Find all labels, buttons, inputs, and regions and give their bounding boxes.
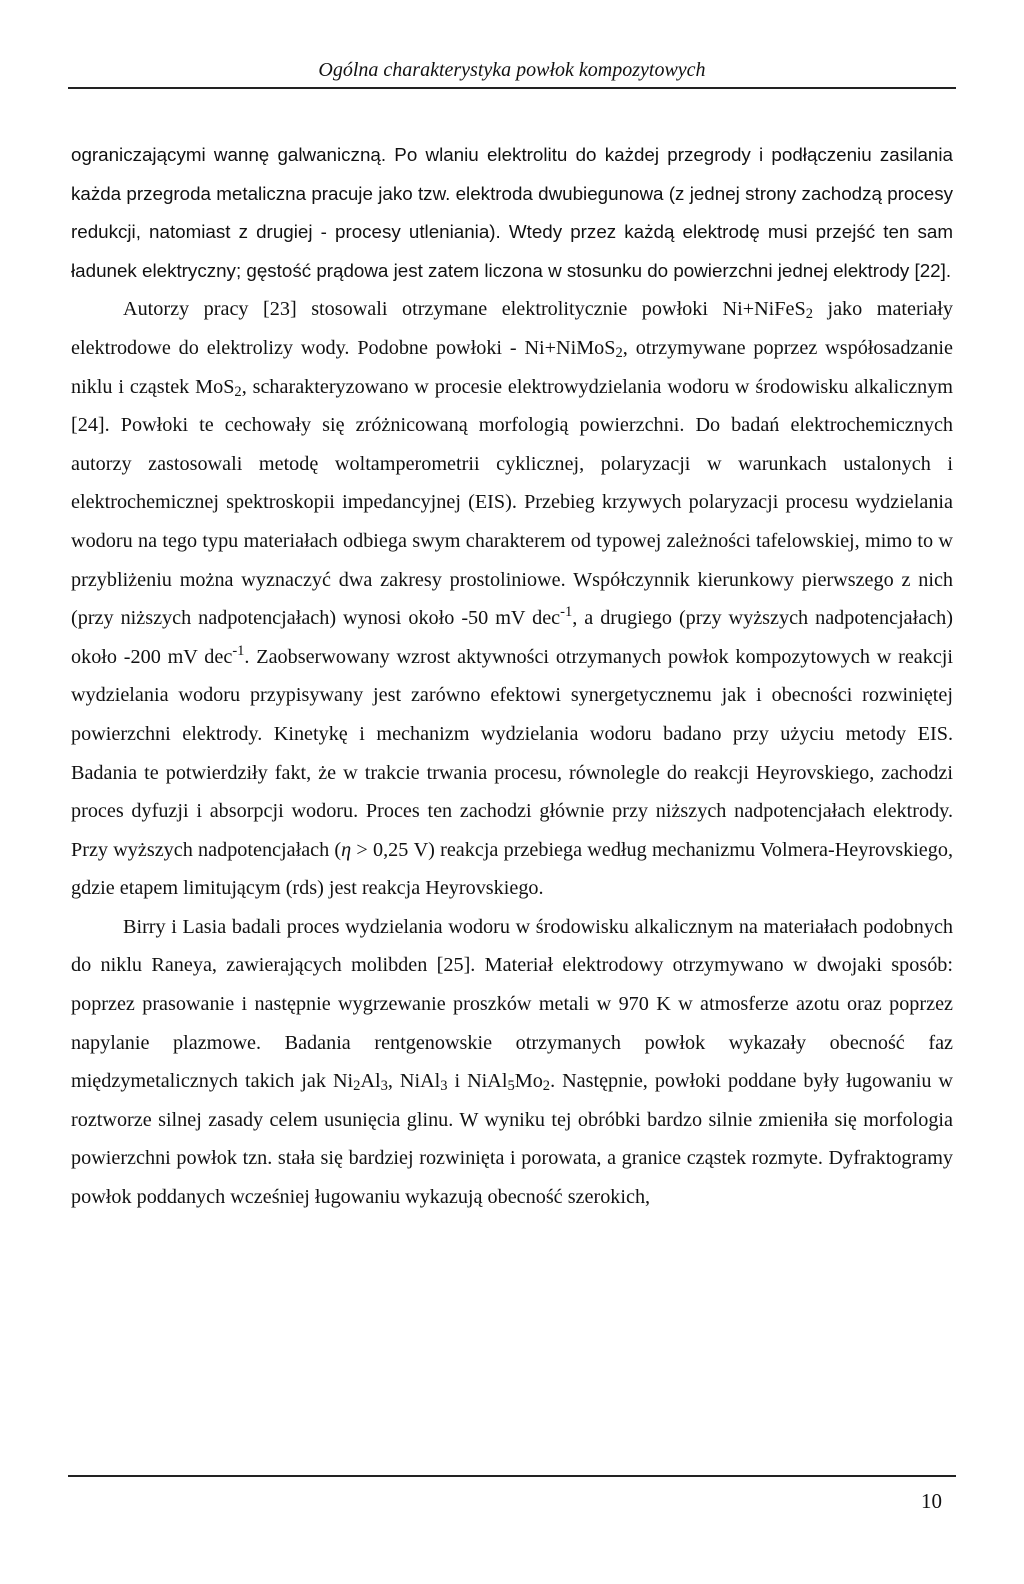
p3-subscript-3: 3 [440,1078,448,1095]
paragraph-1: ograniczającymi wannę galwaniczną. Po wlaniu elektrolitu do każdej przegrody i podłączeniu zasilania każda przegroda metaliczna pracuje jako tzw. elektroda dwubiegunowa (z jednej strony zachodzą procesy redukcji, natomiast z drugiej - procesy utleniania). Wtedy przez każdą elektrodę musi przejść ten sam ładunek elektryczny; gęstość prądowa jest zatem liczona w stosunku do powierzchni jednej elektrody [22]. [71,144,953,281]
p2-text-1: Autorzy pracy [23] stosowali otrzymane elektrolitycznie powłoki Ni+NiFeS [123,298,806,321]
p2-text-5: , a drugiego (przy wyższych nadpotencjałach) około -200 mV dec [71,607,953,668]
p3-subscript-1: 2 [353,1078,361,1095]
p2-superscript-1: -1 [560,604,573,621]
paragraph-3 [71,908,953,1217]
p2-text-7: > 0,25 V) reakcja przebiega według mechanizmu Volmera-Heyrovskiego, gdzie etapem limitującym (rds) jest reakcja Heyrovskiego. [71,838,953,900]
paragraph-2 [71,290,953,908]
p2-subscript-3: 2 [234,383,242,400]
p3-subscript-4: 5 [507,1078,515,1095]
header-rule [68,87,956,89]
p2-subscript-2: 2 [615,344,623,361]
p3-text-6: . Następnie, powłoki poddane były ługowaniu w roztworze silnej zasady celem usunięcia glinu. W wyniku tej obróbki bardzo silnie zmieniła się morfologia powierzchni powłok tzn. stała się bardziej rozwinięta i porowata, a granice cząstek rozmyte. Dyfraktogramy powłok poddanych wcześniej ługowaniu wykazują obecność szerokich, [71,1070,953,1209]
running-header: Ogólna charakterystyka powłok kompozytowych [318,59,706,81]
page-number: 10 [921,1489,942,1513]
footer-rule [68,1475,956,1477]
p2-text-4: , scharakteryzowano w procesie elektrowydzielania wodoru w środowisku alkalicznym [24]. Powłoki te cechowały się zróżnicowaną morfologią powierzchni. Do badań elektrochemicznych autorzy zastosowali metodę woltamperometrii cyklicznej, polaryzacji w warunkach ustalonych i elektrochemicznej spektroskopii impedancyjnej (EIS). Przebieg krzywych polaryzacji procesu wydzielania wodoru na tego typu materiałach odbiega swym charakterem od typowej zależności tafelowskiej, mimo to w przybliżeniu można wyznaczyć dwa zakresy prostoliniowe. Współczynnik kierunkowy pierwszego z nich (przy niższych nadpotencjałach) wynosi około -50 mV dec [71,375,953,630]
p3-subscript-2: 3 [380,1078,388,1095]
body-text [71,136,953,1217]
p2-text-2: jako materiały elektrodowe do elektrolizy wody. Podobne powłoki - Ni+NiMoS [71,298,953,359]
p2-subscript-1: 2 [805,306,813,323]
p3-text-4: i NiAl [447,1070,508,1093]
eta-symbol: η [341,838,352,861]
p3-text-3: , NiAl [387,1070,441,1093]
p2-text-6: . Zaobserwowany wzrost aktywności otrzymanych powłok kompozytowych w reakcji wydzielania wodoru przypisywany jest zarówno efektowi synergetycznemu jak i obecności rozwiniętej powierzchni elektrody. Kinetykę i mechanizm wydzielania wodoru badano przy użyciu metody EIS. Badania te potwierdziły fakt, że w trakcie trwania procesu, równolegle do reakcji Heyrovskiego, zachodzi proces dyfuzji i absorpcji wodoru. Proces ten zachodzi głównie przy niższych nadpotencjałach elektrody. Przy wyższych nadpotencjałach ( [71,645,954,861]
p3-text-5: Mo [514,1070,543,1093]
p2-text-3: , otrzymywane poprzez współosadzanie niklu i cząstek MoS [71,336,953,398]
p3-text-2: Al [360,1070,381,1093]
p3-text-1: Birry i Lasia badali proces wydzielania wodoru w środowisku alkalicznym na materiałach podobnych do niklu Raneya, zawierających molibden [25]. Materiał elektrodowy otrzymywano w dwojaki sposób: poprzez prasowanie i następnie wygrzewanie proszków metali w 970 K w atmosferze azotu oraz poprzez napylanie plazmowe. Badania rentgenowskie otrzymanych powłok wykazały obecność faz międzymetalicznych takich jak Ni [71,915,953,1093]
p2-superscript-2: -1 [232,642,245,659]
p3-subscript-5: 2 [542,1078,551,1095]
